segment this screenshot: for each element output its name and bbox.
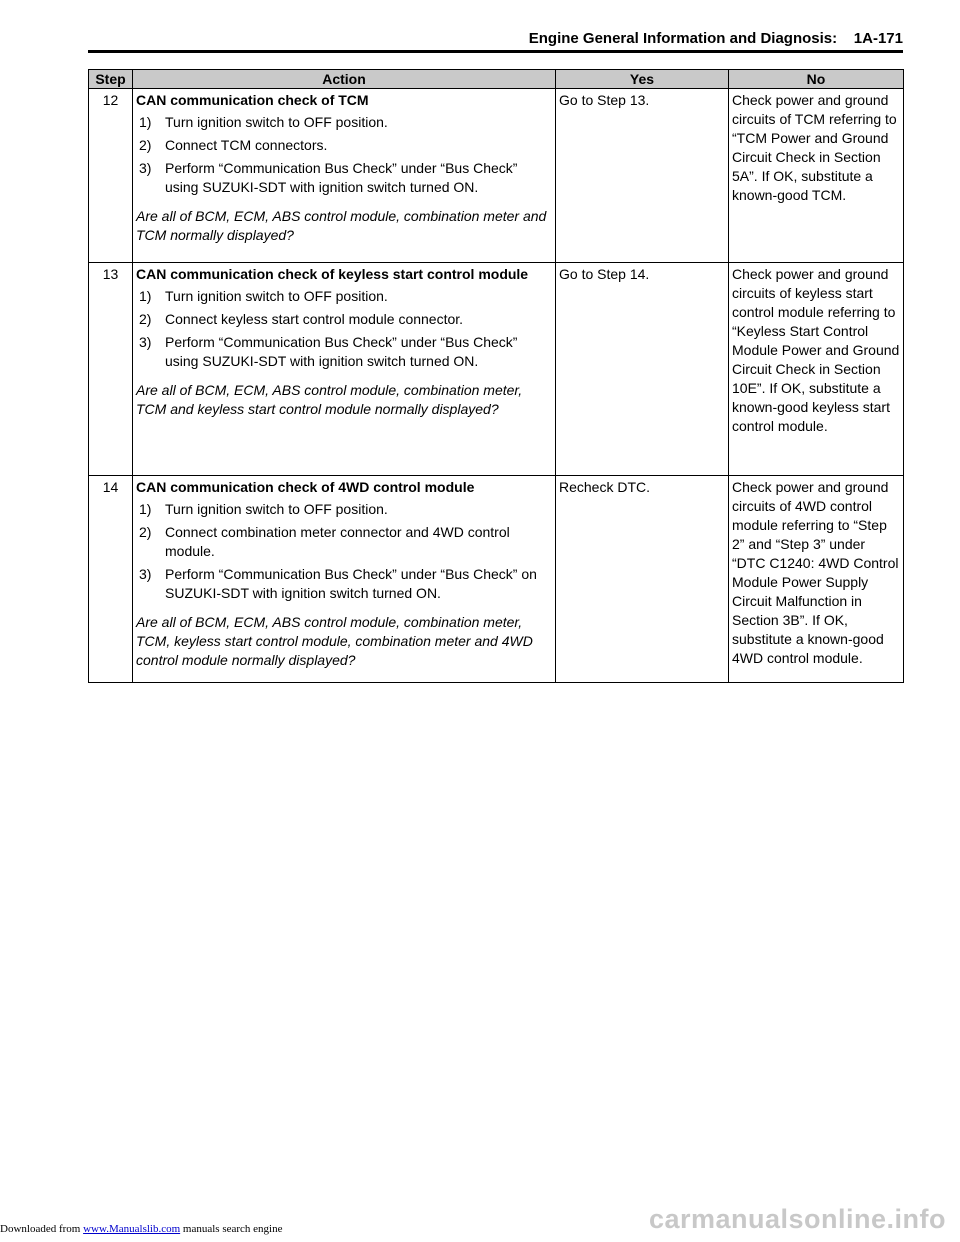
- item-text: Perform “Communication Bus Check” under “Bus Check” on SUZUKI-SDT with ignition switch turned ON.: [165, 566, 537, 601]
- item-text: Turn ignition switch to OFF position.: [165, 288, 388, 304]
- header-title: Engine General Information and Diagnosis:: [528, 30, 838, 47]
- table-row: [89, 263, 904, 476]
- footer-prefix: Downloaded from: [0, 1223, 81, 1235]
- item-number: 1): [139, 501, 152, 517]
- list-item: [136, 113, 552, 132]
- no-cell: Check power and ground circuits of TCM referring to “TCM Power and Ground Circuit Check in Section 5A”. If OK, substitute a known-good TCM.: [729, 89, 904, 263]
- item-text: Turn ignition switch to OFF position.: [165, 501, 388, 517]
- no-cell: Check power and ground circuits of 4WD control module referring to “Step 2” and “Step 3” under “DTC C1240: 4WD Control Module Power Supply Circuit Malfunction in Section 3B”. If OK, substitute a known-good 4WD control module.: [729, 476, 904, 683]
- item-text: Connect keyless start control module connector.: [165, 311, 464, 327]
- item-number: 3): [139, 334, 152, 350]
- footer: [0, 1223, 282, 1235]
- item-number: 1): [139, 114, 152, 130]
- column-header-action: Action: [133, 70, 556, 89]
- action-heading: CAN communication check of TCM: [136, 92, 369, 108]
- list-item: [136, 159, 552, 197]
- yes-cell: Go to Step 14.: [556, 263, 729, 476]
- yes-cell: Recheck DTC.: [556, 476, 729, 683]
- page-header: [88, 30, 903, 47]
- action-heading: CAN communication check of 4WD control module: [136, 479, 475, 495]
- list-item: [136, 310, 552, 329]
- action-question: Are all of BCM, ECM, ABS control module, combination meter, TCM and keyless start control module normally displayed?: [136, 382, 523, 417]
- list-item: [136, 565, 552, 603]
- action-cell: [133, 263, 556, 476]
- diagnostic-table: [88, 69, 904, 683]
- header-rule: [88, 50, 903, 53]
- yes-cell: Go to Step 13.: [556, 89, 729, 263]
- list-item: [136, 333, 552, 371]
- action-cell: [133, 89, 556, 263]
- page-number: 1A-171: [853, 30, 903, 47]
- item-number: 2): [139, 524, 152, 540]
- watermark: carmanualsonline.info: [648, 1204, 946, 1234]
- item-text: Connect combination meter connector and 4WD control module.: [165, 524, 510, 559]
- item-number: 2): [139, 137, 152, 153]
- column-header-no: No: [729, 70, 904, 89]
- column-header-yes: Yes: [556, 70, 729, 89]
- footer-link[interactable]: www.Manualslib.com: [83, 1223, 181, 1235]
- table-header-row: [89, 70, 904, 89]
- column-header-step: Step: [89, 70, 133, 89]
- list-item: [136, 523, 552, 561]
- item-text: Turn ignition switch to OFF position.: [165, 114, 388, 130]
- action-question: Are all of BCM, ECM, ABS control module, combination meter, TCM, keyless start control module, combination meter and 4WD control module normally displayed?: [136, 614, 533, 668]
- list-item: [136, 500, 552, 519]
- table-row: [89, 89, 904, 263]
- item-number: 3): [139, 160, 152, 176]
- step-number: 12: [89, 89, 133, 263]
- list-item: [136, 287, 552, 306]
- item-number: 2): [139, 311, 152, 327]
- action-list: [136, 113, 552, 197]
- action-list: [136, 287, 552, 371]
- step-number: 14: [89, 476, 133, 683]
- item-text: Connect TCM connectors.: [165, 137, 328, 153]
- action-cell: [133, 476, 556, 683]
- no-cell: Check power and ground circuits of keyless start control module referring to “Keyless Start Control Module Power and Ground Circuit Check in Section 10E”. If OK, substitute a known-good keyless start control module.: [729, 263, 904, 476]
- action-question: Are all of BCM, ECM, ABS control module, combination meter and TCM normally displayed?: [136, 208, 547, 243]
- list-item: [136, 136, 552, 155]
- item-number: 1): [139, 288, 152, 304]
- table-row: [89, 476, 904, 683]
- action-heading: CAN communication check of keyless start control module: [136, 266, 529, 282]
- item-text: Perform “Communication Bus Check” under “Bus Check” using SUZUKI-SDT with ignition switch turned ON.: [165, 160, 518, 195]
- item-text: Perform “Communication Bus Check” under “Bus Check” using SUZUKI-SDT with ignition switch turned ON.: [165, 334, 518, 369]
- action-list: [136, 500, 552, 603]
- step-number: 13: [89, 263, 133, 476]
- item-number: 3): [139, 566, 152, 582]
- footer-suffix: manuals search engine: [182, 1223, 283, 1235]
